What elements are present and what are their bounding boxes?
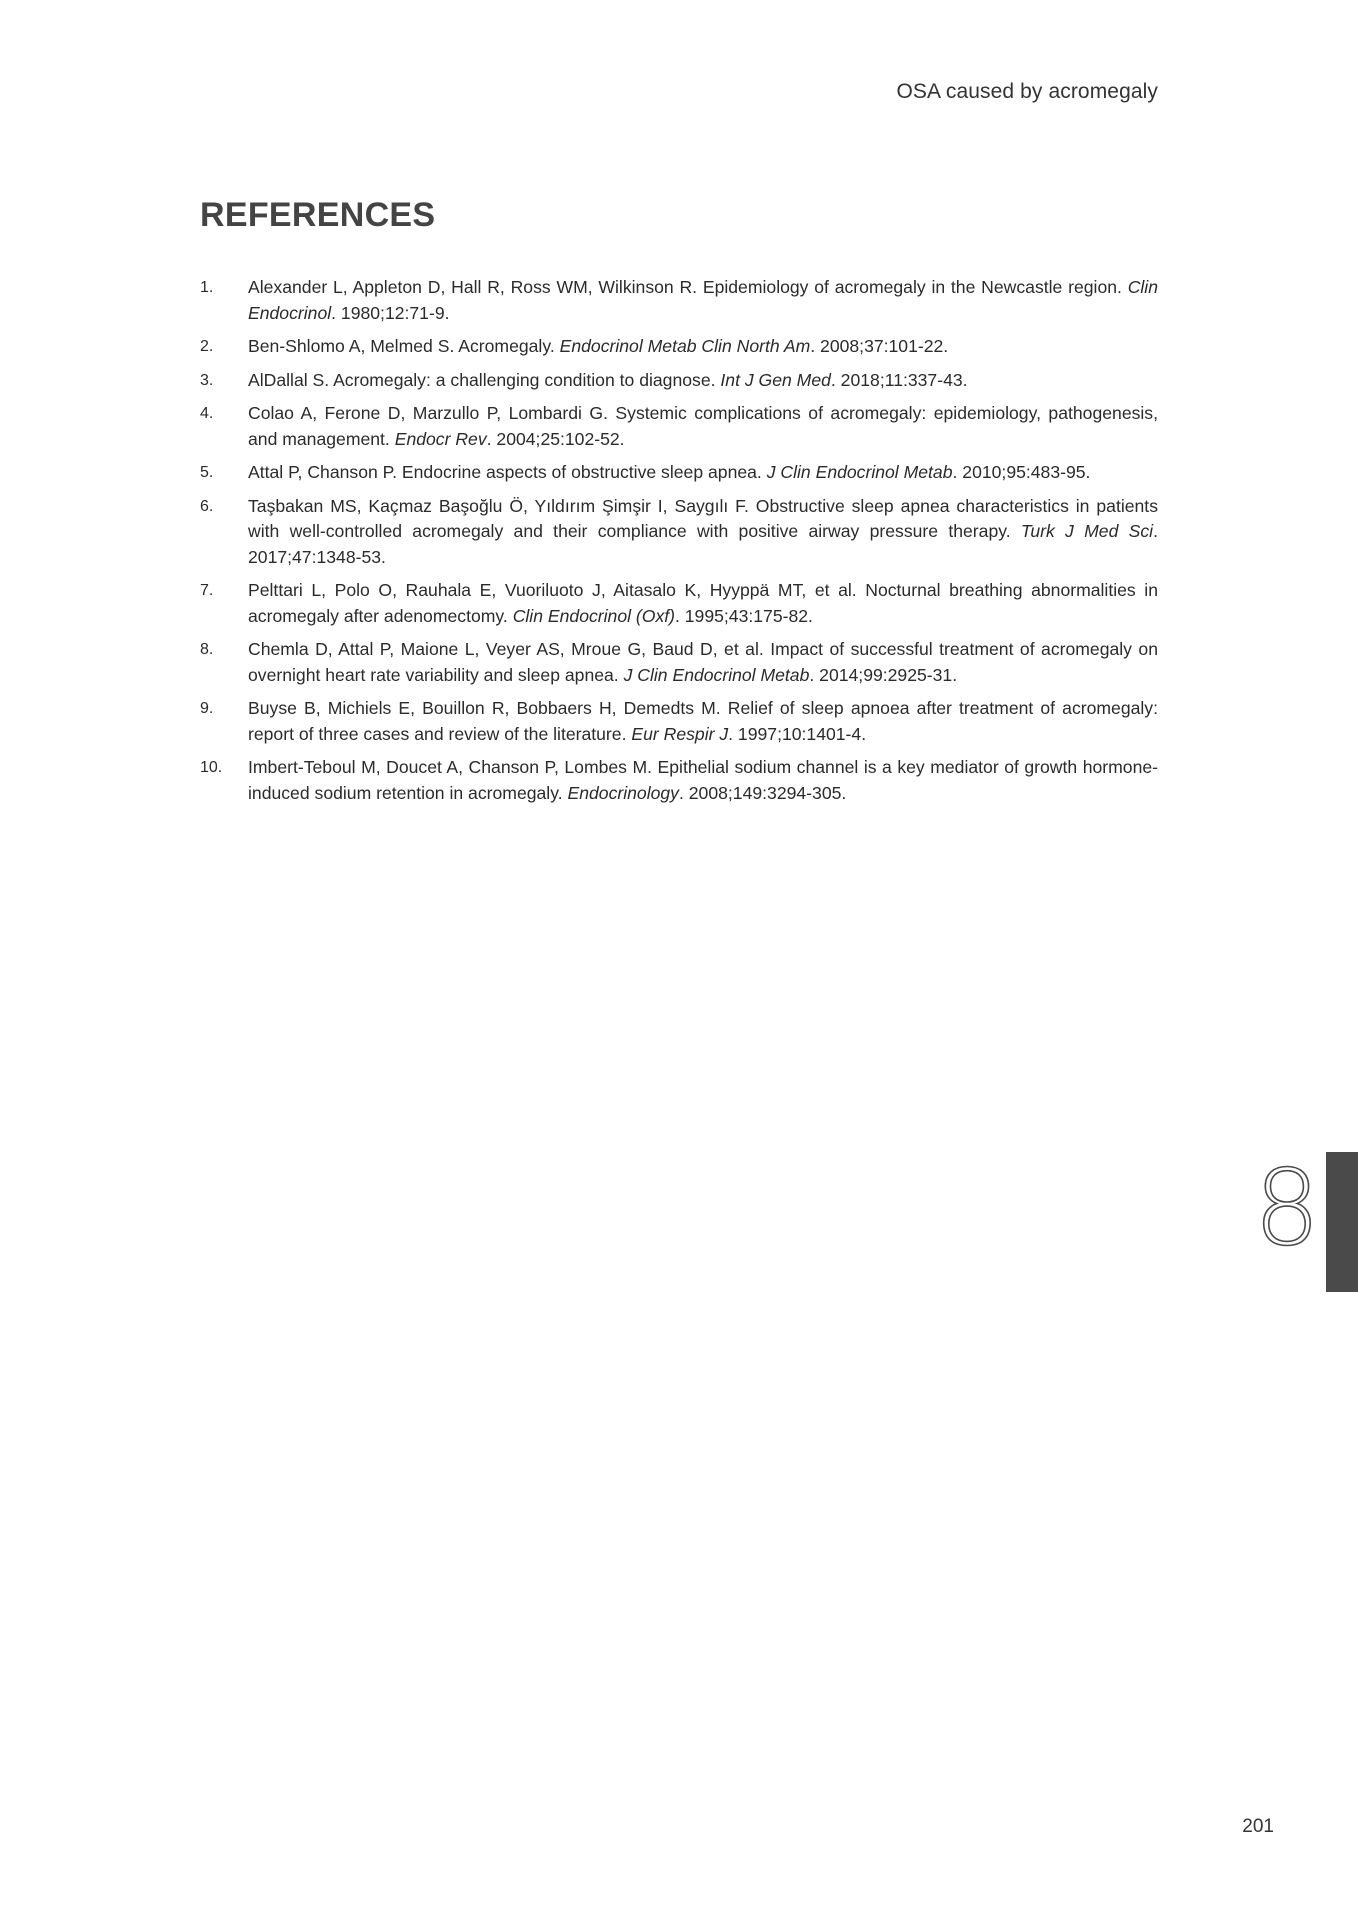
reference-text <box>248 637 1158 688</box>
reference-text <box>248 494 1158 571</box>
reference-citation: . 2008;37:101-22. <box>810 336 949 356</box>
reference-journal: Int J Gen Med <box>720 369 831 390</box>
reference-text <box>248 460 1158 486</box>
chapter-number: 8 <box>1253 1147 1320 1269</box>
reference-item <box>200 460 1158 486</box>
reference-authors-title: Attal P, Chanson P. Endocrine aspects of obstructive sleep apnea. <box>248 462 767 482</box>
reference-authors-title: Pelttari L, Polo O, Rauhala E, Vuoriluoto J, Aitasalo K, Hyyppä MT, et al. Nocturnal breathing abnormalities in acromegaly after adenomectomy. <box>248 580 1158 626</box>
reference-number: 5. <box>200 464 214 481</box>
reference-text <box>248 696 1158 747</box>
reference-item <box>200 368 1158 394</box>
reference-citation: . 2010;95:483-95. <box>952 462 1091 482</box>
chapter-tab <box>1326 1152 1358 1292</box>
reference-authors-title: Colao A, Ferone D, Marzullo P, Lombardi G. Systemic complications of acromegaly: epidemiology, pathogenesis, and management. <box>248 403 1158 449</box>
reference-journal: Eur Respir J <box>631 723 729 744</box>
reference-list <box>200 275 1158 814</box>
reference-item <box>200 275 1158 326</box>
reference-citation: . 2017;47:1348-53. <box>248 521 1158 567</box>
reference-number: 6. <box>200 497 214 515</box>
reference-journal: J Clin Endocrinol Metab <box>766 462 953 482</box>
reference-text <box>248 755 1158 806</box>
reference-citation: . 1980;12:71-9. <box>331 302 450 323</box>
reference-number: 8. <box>200 641 214 658</box>
reference-journal: Turk J Med Sci <box>1020 521 1154 541</box>
reference-item <box>200 637 1158 688</box>
reference-item <box>200 578 1158 629</box>
reference-journal: Clin Endocrinol <box>248 277 1158 323</box>
reference-citation: . 2014;99:2925-31. <box>809 664 958 685</box>
reference-item <box>200 401 1158 452</box>
reference-number: 4. <box>200 405 214 422</box>
reference-text <box>248 334 1158 360</box>
reference-citation: . 2004;25:102-52. <box>486 428 625 449</box>
reference-authors-title: Buyse B, Michiels E, Bouillon R, Bobbaers H, Demedts M. Relief of sleep apnoea after treatment of acromegaly: report of three cases and review of the literature. <box>248 698 1158 744</box>
reference-number: 3. <box>200 371 214 389</box>
reference-authors-title: Ben-Shlomo A, Melmed S. Acromegaly. <box>248 336 560 356</box>
reference-text <box>248 578 1158 629</box>
reference-journal: J Clin Endocrinol Metab <box>623 664 810 685</box>
reference-number: 1. <box>200 279 214 296</box>
running-header: OSA caused by acromegaly <box>896 80 1158 103</box>
reference-item <box>200 755 1158 806</box>
reference-number: 7. <box>200 582 214 599</box>
reference-item <box>200 494 1158 571</box>
section-title: REFERENCES <box>200 196 436 234</box>
reference-text <box>248 275 1158 326</box>
reference-number: 2. <box>200 338 214 355</box>
reference-text <box>248 401 1158 452</box>
reference-number: 9. <box>200 700 214 717</box>
reference-authors-title: Imbert-Teboul M, Doucet A, Chanson P, Lombes M. Epithelial sodium channel is a key mediator of growth hormone-induced sodium retention in acromegaly. <box>248 757 1158 803</box>
reference-citation: . 1997;10:1401-4. <box>728 723 867 744</box>
reference-number: 10. <box>200 759 223 776</box>
reference-authors-title: Chemla D, Attal P, Maione L, Veyer AS, Mroue G, Baud D, et al. Impact of successful treatment of acromegaly on overnight heart rate variability and sleep apnea. <box>248 639 1158 685</box>
reference-item <box>200 334 1158 360</box>
reference-journal: Clin Endocrinol (Oxf) <box>512 605 675 626</box>
reference-citation: . 2018;11:337-43. <box>830 369 968 390</box>
reference-citation: . 2008;149:3294-305. <box>678 782 847 803</box>
reference-authors-title: Taşbakan MS, Kaçmaz Başoğlu Ö, Yıldırım Şimşir I, Saygılı F. Obstructive sleep apnea characteristics in patients with well-controlled acromegaly and their compliance with positive airway pressure therapy. <box>248 495 1158 541</box>
reference-item <box>200 696 1158 747</box>
page-number: 201 <box>1242 1816 1274 1837</box>
reference-journal: Endocr Rev <box>394 428 487 449</box>
reference-authors-title: AlDallal S. Acromegaly: a challenging condition to diagnose. <box>248 369 721 390</box>
reference-text <box>248 368 1158 394</box>
reference-citation: . 1995;43:175-82. <box>675 605 813 626</box>
reference-journal: Endocrinology <box>567 782 679 803</box>
reference-journal: Endocrinol Metab Clin North Am <box>559 336 811 356</box>
reference-authors-title: Alexander L, Appleton D, Hall R, Ross WM, Wilkinson R. Epidemiology of acromegaly in the Newcastle region. <box>248 277 1128 297</box>
